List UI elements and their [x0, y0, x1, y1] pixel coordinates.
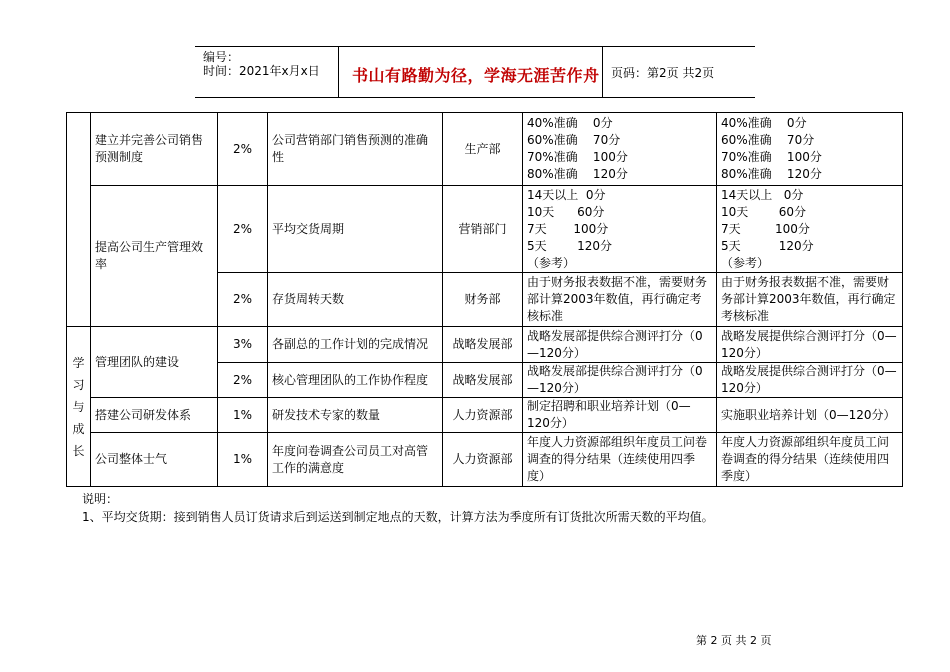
standard-line: 60%准确 70分	[527, 133, 621, 147]
standard-line: 80%准确 120分	[721, 167, 822, 181]
weight-cell: 3%	[218, 327, 268, 363]
standard-line: 80%准确 120分	[527, 167, 628, 181]
weight-cell: 1%	[218, 433, 268, 487]
kpi-table	[66, 112, 903, 487]
standard-line: 5天 120分	[721, 238, 814, 253]
standard-cell: 年度人力资源部组织年度员工问卷调查的得分结果（连续使用四季度）	[523, 433, 717, 487]
weight-cell: 2%	[218, 113, 268, 186]
standard-cell	[717, 186, 903, 273]
category-char: 与	[72, 399, 85, 414]
number-label: 编号：	[203, 50, 240, 64]
notes-item: 1、平均交货期：接到销售人员订货请求后到运送到制定地点的天数，计算方法为季度所有订货批次所需天数的平均值。	[82, 510, 714, 524]
table-row	[67, 186, 903, 273]
standard-cell	[523, 113, 717, 186]
goal-cell: 公司整体士气	[91, 433, 218, 487]
table-row	[67, 398, 903, 433]
goal-cell: 提高公司生产管理效率	[91, 186, 218, 327]
weight-cell: 2%	[218, 273, 268, 327]
standard-line: （参考）	[721, 255, 770, 270]
header-bottom-rule	[195, 97, 755, 98]
standard-cell: 战略发展提供综合测评打分（0—120分）	[717, 327, 903, 363]
dept-cell: 营销部门	[443, 186, 523, 273]
dept-cell: 人力资源部	[443, 398, 523, 433]
category-cell	[67, 327, 91, 487]
standard-cell: 实施职业培养计划（0—120分）	[717, 398, 903, 433]
standard-line: 40%准确 0分	[527, 116, 613, 130]
standard-line: 7天 100分	[527, 221, 609, 236]
page-label: 页码：第2页 共2页	[611, 66, 715, 80]
category-char: 成	[72, 421, 85, 436]
standard-line: 10天 60分	[721, 204, 807, 219]
standard-cell: 由于财务报表数据不准，需要财务部计算2003年数值，再行确定考核标准	[717, 273, 903, 327]
standard-line: 5天 120分	[527, 238, 613, 253]
time-label: 时间：2021年x月x日	[203, 64, 320, 78]
table-row	[67, 327, 903, 363]
page-footer: 第 2 页 共 2 页	[696, 634, 772, 647]
motto: 书山有路勤为径，学海无涯苦作舟	[352, 66, 600, 85]
standard-cell: 年度人力资源部组织年度员工问卷调查的得分结果（连续使用四季度）	[717, 433, 903, 487]
standard-line: 14天以上 0分	[721, 187, 804, 202]
table-row	[67, 433, 903, 487]
category-char: 习	[72, 377, 85, 392]
weight-cell: 1%	[218, 398, 268, 433]
standard-cell: 战略发展部提供综合测评打分（0—120分）	[523, 363, 717, 398]
header-top-rule	[195, 46, 755, 47]
standard-line: 70%准确 100分	[721, 150, 822, 164]
table-row	[67, 113, 903, 186]
dept-cell: 战略发展部	[443, 363, 523, 398]
indicator-cell: 平均交货周期	[268, 186, 443, 273]
standard-line: 40%准确 0分	[721, 116, 807, 130]
standard-line: 60%准确 70分	[721, 133, 815, 147]
standard-line: 14天以上 0分	[527, 187, 606, 202]
standard-cell: 由于财务报表数据不准，需要财务部计算2003年数值，再行确定考核标准	[523, 273, 717, 327]
dept-cell: 生产部	[443, 113, 523, 186]
standard-line: 70%准确 100分	[527, 150, 628, 164]
indicator-cell: 核心管理团队的工作协作程度	[268, 363, 443, 398]
indicator-cell: 研发技术专家的数量	[268, 398, 443, 433]
standard-line: （参考）	[527, 255, 576, 270]
category-char: 学	[72, 355, 85, 370]
indicator-cell: 公司营销部门销售预测的准确性	[268, 113, 443, 186]
dept-cell: 战略发展部	[443, 327, 523, 363]
notes-title: 说明：	[82, 492, 119, 506]
header-divider	[338, 46, 339, 97]
standard-cell: 战略发展提供综合测评打分（0—120分）	[717, 363, 903, 398]
category-char: 长	[72, 443, 85, 458]
indicator-cell: 年度问卷调查公司员工对高管工作的满意度	[268, 433, 443, 487]
goal-cell: 建立并完善公司销售预测制度	[91, 113, 218, 186]
weight-cell: 2%	[218, 363, 268, 398]
standard-line: 7天 100分	[721, 221, 810, 236]
indicator-cell: 存货周转天数	[268, 273, 443, 327]
dept-cell: 财务部	[443, 273, 523, 327]
dept-cell: 人力资源部	[443, 433, 523, 487]
standard-cell	[523, 186, 717, 273]
indicator-cell: 各副总的工作计划的完成情况	[268, 327, 443, 363]
goal-cell: 管理团队的建设	[91, 327, 218, 398]
category-cell-empty	[67, 113, 91, 327]
standard-cell: 战略发展部提供综合测评打分（0—120分）	[523, 327, 717, 363]
standard-line: 10天 60分	[527, 204, 605, 219]
header-divider	[602, 46, 603, 97]
goal-cell: 搭建公司研发体系	[91, 398, 218, 433]
standard-cell: 制定招聘和职业培养计划（0—120分）	[523, 398, 717, 433]
weight-cell: 2%	[218, 186, 268, 273]
standard-cell	[717, 113, 903, 186]
